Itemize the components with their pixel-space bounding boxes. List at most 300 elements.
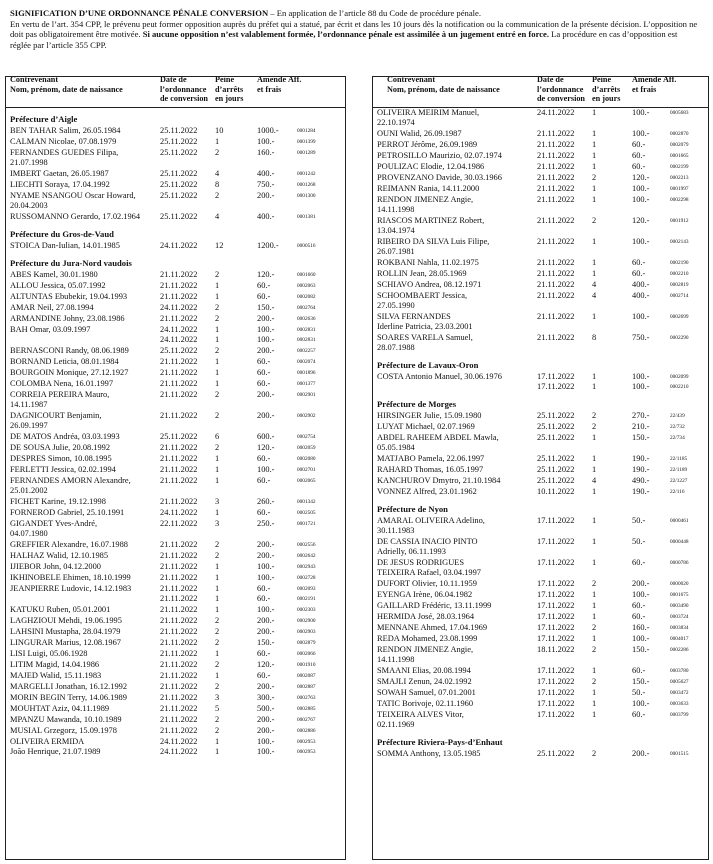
affaire-number: 0002714 [670,293,689,299]
table-row [6,660,345,671]
contrevenant-name: RUSSOMANNO Gerardo, 17.02.1964 [10,212,141,221]
conversion-date: 21.11.2022 [160,540,198,549]
left-list [6,114,345,758]
amende-amount: 250.- [257,519,275,528]
amende-amount: 100.- 100.- [632,372,650,391]
conversion-date: 21.11.2022 [160,726,198,735]
left-column [5,76,346,860]
table-row [6,270,345,281]
affaire-number: 0001896 [297,370,316,376]
amende-amount: 60.- [257,379,271,388]
amende-amount: 60.- [632,269,646,278]
conversion-date: 21.11.2022 [537,216,575,225]
conversion-date: 17.11.2022 [537,699,575,708]
peine-days: 10 [215,126,224,135]
amende-amount: 750.- [632,333,650,342]
affaire-number: 0002900 [297,618,316,624]
contrevenant-name: RAHARD Thomas, 16.05.1997 [377,465,484,474]
peine-days: 2 [215,390,220,399]
contrevenant-name: DESPRES Simon, 10.08.1995 [10,454,112,463]
peine-days: 1 [215,368,220,377]
amende-amount: 100.- [632,590,650,599]
affaire-number: 0001268 [297,182,316,188]
contrevenant-name: ROKBANI Nahla, 11.02.1975 [377,258,479,267]
affaire-number: 0002298 [670,197,689,203]
conversion-date: 24.11.2022 [160,508,198,517]
affaire-number: 0003799 [670,712,689,718]
contrevenant-name: SILVA FERNANDES Iderline Patricia, 23.03.2001 [377,312,473,331]
amende-amount: 1000.- [257,126,279,135]
peine-days: 2 [592,216,597,225]
table-header [6,77,345,108]
contrevenant-name: AMARAL OLIVEIRA Adelino, 30.11.1983 [377,516,485,535]
affaire-number: 0002763 [297,695,316,701]
contrevenant-name: VONNEZ Alfred, 23.01.1962 [377,487,477,496]
peine-days: 5 [215,704,220,713]
conversion-date: 25.11.2022 [537,465,575,474]
affaire-number: 0002767 [297,717,316,723]
affaire-number: 0002636 [297,316,316,322]
contrevenant-name: GIGANDET Yves-André, 04.07.1980 [10,519,98,538]
peine-days: 2 [215,540,220,549]
conversion-date: 21.11.2022 [160,693,198,702]
affaire-number: 22/1189 [670,467,688,473]
peine-days: 4 [592,476,597,485]
table-row [373,601,708,612]
table-row [6,241,345,252]
affaire-number: 0002886 [297,728,316,734]
affaire-number: 0002902 [297,413,316,419]
affaire-number: 0002257 [297,348,316,354]
amende-amount: 400.- [632,291,650,300]
conversion-date: 25.11.2022 [160,137,198,146]
conversion-date: 21.11.2022 [537,269,575,278]
amende-amount: 150.- [632,433,650,442]
right-column [372,76,709,860]
table-row [373,465,708,476]
conversion-date: 17.11.2022 [537,579,575,588]
notice-title-tail: – En application de l’article 88 du Code de procédure pénale. [268,8,482,18]
conversion-date: 17.11.2022 [537,601,575,610]
affaire-number: 0003633 [670,701,689,707]
affaire-number: 0005683 [670,110,689,116]
affaire-number: 0002143 [670,239,689,245]
affaire-number: 0002066 [297,651,316,657]
conversion-date: 21.11.2022 [160,573,198,582]
conversion-date: 21.11.2022 [160,454,198,463]
amende-amount: 60.- [632,558,646,567]
affaire-number: 0000448 [670,539,689,545]
contrevenant-name: SMAJLI Zenun, 24.02.1992 [377,677,472,686]
affaire-number: 0003724 [670,614,689,620]
amende-amount: 60.- [632,258,646,267]
table-row [6,704,345,715]
table-row [373,487,708,498]
amende-amount: 190.- [632,454,650,463]
amende-amount: 60.- [632,601,646,610]
conversion-date: 21.11.2022 [537,258,575,267]
table-row [6,212,345,223]
affaire-number: 0002943 [297,564,316,570]
amende-amount: 100.- [257,573,275,582]
affaire-number: 0002754 [297,434,316,440]
amende-amount: 200.- [257,627,275,636]
peine-days: 2 [215,726,220,735]
table-row [373,558,708,579]
affaire-number: 0001342 [297,499,316,505]
contrevenant-name: LAHSINI Mustapha, 28.04.1979 [10,627,121,636]
table-row [6,551,345,562]
peine-days: 2 [215,715,220,724]
contrevenant-name: TEIXEIRA ALVES Vitor, 02.11.1969 [377,710,464,729]
affaire-number: 0002082 [297,294,316,300]
peine-days: 3 [215,497,220,506]
contrevenant-name: DE CASSIA INACIO PINTO Adrielly, 06.11.1993 [377,537,478,556]
peine-days: 1 [215,281,220,290]
table-row [6,368,345,379]
conversion-date: 25.11.2022 [160,432,198,441]
table-row [373,634,708,645]
affaire-number: 0001515 [670,751,689,757]
table-row [373,612,708,623]
contrevenant-name: PROVENZANO Davide, 30.03.1966 [377,173,502,182]
amende-amount: 190.- [632,487,650,496]
peine-days: 1 [592,487,597,496]
contrevenant-name: ROLLIN Jean, 28.05.1969 [377,269,467,278]
affaire-number: 0002879 [297,640,316,646]
peine-days: 2 [215,660,220,669]
amende-amount: 60.- [632,151,646,160]
intro [10,8,700,50]
amende-amount: 120.- [257,660,275,669]
contrevenant-name: DE JESUS RODRIGUES TEIXEIRA Rafael, 03.04.1997 [377,558,481,577]
peine-days: 2 [215,303,220,312]
contrevenant-name: MUSIAL Grzegorz, 15.09.1978 [10,726,117,735]
table-row [6,508,345,519]
conversion-date: 17.11.2022 [537,710,575,719]
conversion-date: 25.11.2022 [160,191,198,200]
conversion-date: 10.11.2022 [537,487,575,496]
peine-days: 4 [215,169,220,178]
peine-days: 2 [592,623,597,632]
peine-days: 1 1 [215,737,220,756]
affaire-number: 0002065 [297,478,316,484]
table-row [6,726,345,737]
prefecture-heading: Préfecture Riviera-Pays-d’Enhaut [377,737,503,747]
affaire-number: 0001284 [297,128,316,134]
peine-days: 1 [592,634,597,643]
amende-amount: 200.- [257,346,275,355]
amende-amount: 100.- [632,129,650,138]
peine-days: 1 [592,710,597,719]
contrevenant-name: ARMANDINE Johny, 23.08.1986 [10,314,125,323]
conversion-date: 24.11.2022 [537,108,575,117]
conversion-date: 21.11.2022 [160,704,198,713]
contrevenant-name: OLIVEIRA MEIRIM Manuel, 22.10.1974 [377,108,480,127]
conversion-date: 21.11.2022 [160,671,198,680]
conversion-date: 25.11.2022 [537,476,575,485]
affaire-number: 0003834 [670,625,689,631]
table-row [373,699,708,710]
conversion-date: 17.11.2022 [537,666,575,675]
conversion-date: 17.11.2022 [537,612,575,621]
conversion-date: 21.11.2022 [160,649,198,658]
conversion-date: 17.11.2022 [537,558,575,567]
peine-days: 2 [592,422,597,431]
affaire-number: 0002099 0002210 [670,374,689,390]
peine-days: 2 [215,270,220,279]
contrevenant-name: AMAR Neil, 27.08.1994 [10,303,94,312]
contrevenant-name: IJIEBOR John, 04.12.2000 [10,562,101,571]
conversion-date: 24.11.2022 24.11.2022 [160,737,198,756]
affaire-number: 22/439 [670,413,685,419]
peine-days: 1 [592,558,597,567]
table-row [6,715,345,726]
affaire-number: 0002087 [297,673,316,679]
contrevenant-name: ABDEL RAHEEM ABDEL Mawla, 05.05.1984 [377,433,499,452]
amende-amount: 260.- [257,497,275,506]
peine-days: 8 [215,180,220,189]
table-row [6,476,345,497]
affaire-number: 0003490 [670,603,689,609]
amende-amount: 100.- [632,699,650,708]
contrevenant-name: DAGNICOURT Benjamin, 26.09.1997 [10,411,102,430]
conversion-date: 21.11.2022 [160,605,198,614]
table-row [6,432,345,443]
conversion-date: 21.11.2022 [160,390,198,399]
amende-amount: 100.- [632,237,650,246]
contrevenant-name: MAJED Walid, 15.11.1983 [10,671,102,680]
conversion-date: 25.11.2022 [160,169,198,178]
peine-days: 1 [592,237,597,246]
amende-amount: 60.- 60.- [257,584,271,603]
amende-amount: 500.- [257,704,275,713]
conversion-date: 21.11.2022 [160,379,198,388]
amende-amount: 600.- [257,432,275,441]
conversion-date: 24.11.2022 [160,241,198,250]
contrevenant-name: ABES Kamel, 30.01.1980 [10,270,98,279]
notice-paragraph: En vertu de l’art. 354 CPP, le prévenu peut former opposition auprès du préfet qui a statué, par écrit et dans les 10 jours dès la notification ou la communication de la présente décision. L’opposition ne doit pas obligatoirement être motivée. [10,18,698,40]
affaire-number: 0002286 [670,647,689,653]
contrevenant-name: EYENGA Irène, 06.04.1982 [377,590,473,599]
affaire-number: 0000516 [297,243,316,249]
peine-days: 6 [215,432,220,441]
peine-days: 1 [592,129,597,138]
conversion-date: 21.11.2022 [537,173,575,182]
table-row [6,325,345,346]
contrevenant-name: POULIZAC Elodie, 12.04.1986 [377,162,485,171]
amende-amount: 50.- [632,688,646,697]
affaire-number: 0001381 [297,214,316,220]
table-row [373,333,708,354]
prefecture-heading: Préfecture d’Aigle [10,114,78,124]
contrevenant-name: OLIVEIRA ERMIDA João Henrique, 21.07.1989 [10,737,101,756]
table-row [6,562,345,573]
affaire-number: 0002303 [297,607,316,613]
contrevenant-name: HALHAZ Walid, 12.10.1985 [10,551,109,560]
peine-days: 1 [215,605,220,614]
affaire-number: 0003472 [670,690,689,696]
contrevenant-name: LIECHTI Soraya, 17.04.1992 [10,180,110,189]
conversion-date: 21.11.2022 [160,465,198,474]
table-row [6,390,345,411]
amende-amount: 100.- [632,184,650,193]
affaire-number: 0001377 [297,381,316,387]
amende-amount: 190.- [632,465,650,474]
amende-amount: 100.- [257,605,275,614]
contrevenant-name: SOARES VARELA Samuel, 28.07.1988 [377,333,473,352]
header-date: Date de l’ordonnance de conversion [160,76,208,103]
amende-amount: 60.- [257,368,271,377]
amende-amount: 400.- [632,280,650,289]
affaire-number: 0002903 [297,629,316,635]
table-row [6,638,345,649]
amende-amount: 160.- [632,623,650,632]
conversion-date: 17.11.2022 [537,537,575,546]
amende-amount: 210.- [632,422,650,431]
peine-days: 1 [215,649,220,658]
affaire-number: 22/734 [670,435,685,441]
peine-days: 2 [215,638,220,647]
conversion-date: 17.11.2022 [537,516,575,525]
contrevenant-name: IKHINOBELE Ehimen, 18.10.1999 [10,573,131,582]
prefecture-heading: Préfecture de Morges [377,399,457,409]
table-row [373,537,708,558]
affaire-number: 0002885 [297,706,316,712]
affaire-number: 0001721 [297,521,316,527]
contrevenant-name: NYAME NSANGOU Oscar Howard, 20.04.2003 [10,191,136,210]
conversion-date: 21.11.2022 [160,715,198,724]
amende-amount: 60.- [632,162,646,171]
contrevenant-name: OUNI Walid, 26.09.1987 [377,129,462,138]
affaire-number: 0001665 [670,153,689,159]
header-peine: Peine d’arrêts en jours [592,76,621,103]
conversion-date: 21.11.2022 [160,476,198,485]
peine-days: 1 [215,465,220,474]
conversion-date: 21.11.2022 [160,497,198,506]
conversion-date: 17.11.2022 [537,623,575,632]
contrevenant-name: FERNANDES GUEDES Filipa, 21.07.1998 [10,148,119,167]
table-row [373,280,708,291]
contrevenant-name: RENDON JIMENEZ Angie, 14.11.1998 [377,195,474,214]
peine-days: 12 [215,241,224,250]
affaire-number: 0002210 [670,271,689,277]
amende-amount: 120.- [257,443,275,452]
peine-days: 2 [215,616,220,625]
conversion-date: 17.11.2022 [537,634,575,643]
affaire-number: 0001660 [297,272,316,278]
contrevenant-name: MARGELLI Jonathan, 16.12.1992 [10,682,128,691]
affaire-number: 0002290 [670,335,689,341]
notice-title: SIGNIFICATION D’UNE ORDONNANCE PÉNALE CONVERSION [10,8,269,18]
conversion-date: 21.11.2022 [537,162,575,171]
peine-days: 1 [592,162,597,171]
amende-amount: 200.- [257,551,275,560]
contrevenant-name: LINGURAR Marius, 12.08.1967 [10,638,121,647]
conversion-date: 25.11.2022 [537,422,575,431]
peine-days: 1 [592,688,597,697]
contrevenant-name: MATJABO Pamela, 22.06.1997 [377,454,485,463]
conversion-date: 21.11.2022 21.11.2022 [160,584,198,603]
table-row [373,108,708,129]
affaire-number: 0000461 [670,518,689,524]
affaire-number: 0002063 [297,283,316,289]
affaire-number: 0002699 [670,314,689,320]
peine-days: 1 [592,537,597,546]
affaire-number: 0002556 [297,542,316,548]
amende-amount: 200.- [632,579,650,588]
amende-amount: 200.- [632,749,650,758]
conversion-date: 21.11.2022 [160,270,198,279]
contrevenant-name: MENNANE Ahmed, 17.04.1969 [377,623,488,632]
peine-days: 2 [215,314,220,323]
affaire-number: 0002887 [297,684,316,690]
affaire-number: 0002505 [297,510,316,516]
contrevenant-name: REDA Mohamed, 23.08.1999 [377,634,478,643]
amende-amount: 100.- [632,195,650,204]
table-row [6,454,345,465]
table-row [6,737,345,758]
table-row [373,579,708,590]
peine-days: 1 [592,184,597,193]
header-aff: Aff. [663,76,677,84]
affaire-number: 0004017 [670,636,689,642]
amende-amount: 160.- [257,148,275,157]
header-peine: Peine d’arrêts en jours [215,76,244,103]
affaire-number: 0002953 0002953 [297,739,316,755]
table-row [6,649,345,660]
peine-days: 2 [592,411,597,420]
table-row [373,151,708,162]
peine-days: 1 [592,699,597,708]
conversion-date: 21.11.2022 [160,627,198,636]
table-row [6,346,345,357]
amende-amount: 100.- [632,312,650,321]
contrevenant-name: REIMANN Rania, 14.11.2000 [377,184,480,193]
affaire-number: 0002870 [670,131,689,137]
peine-days: 2 [592,677,597,686]
peine-days: 1 [592,151,597,160]
table-row [373,516,708,537]
peine-days: 2 [215,551,220,560]
table-row [373,237,708,258]
affaire-number: 0002901 [297,392,316,398]
contrevenant-name: LITIM Magid, 14.04.1986 [10,660,100,669]
contrevenant-name: SOWAH Samuel, 07.01.2001 [377,688,476,697]
contrevenant-name: SCHOOMBAERT Jessica, 27.05.1990 [377,291,468,310]
table-row [6,148,345,169]
header-name: Contrevenant Nom, prénom, date de naissance [10,76,123,94]
table-row [373,269,708,280]
header-name: Contrevenant Nom, prénom, date de naissance [387,76,500,94]
peine-days: 1 [215,476,220,485]
conversion-date: 25.11.2022 [537,454,575,463]
affaire-number: 0001289 [297,150,316,156]
amende-amount: 200.- [257,314,275,323]
peine-days: 2 [592,749,597,758]
affaire-number: 0001910 [297,662,316,668]
header-amende: Amende et frais [632,76,662,94]
table-row [6,682,345,693]
peine-days: 1 [592,454,597,463]
amende-amount: 100.- 100.- [257,325,275,344]
header-aff: Aff. [288,76,302,84]
peine-days: 2 [592,173,597,182]
contrevenant-name: CALMAN Nicolae, 07.08.1979 [10,137,117,146]
contrevenant-name: BORNAND Leticia, 08.01.1984 [10,357,119,366]
table-row [373,411,708,422]
peine-days: 1 [592,612,597,621]
